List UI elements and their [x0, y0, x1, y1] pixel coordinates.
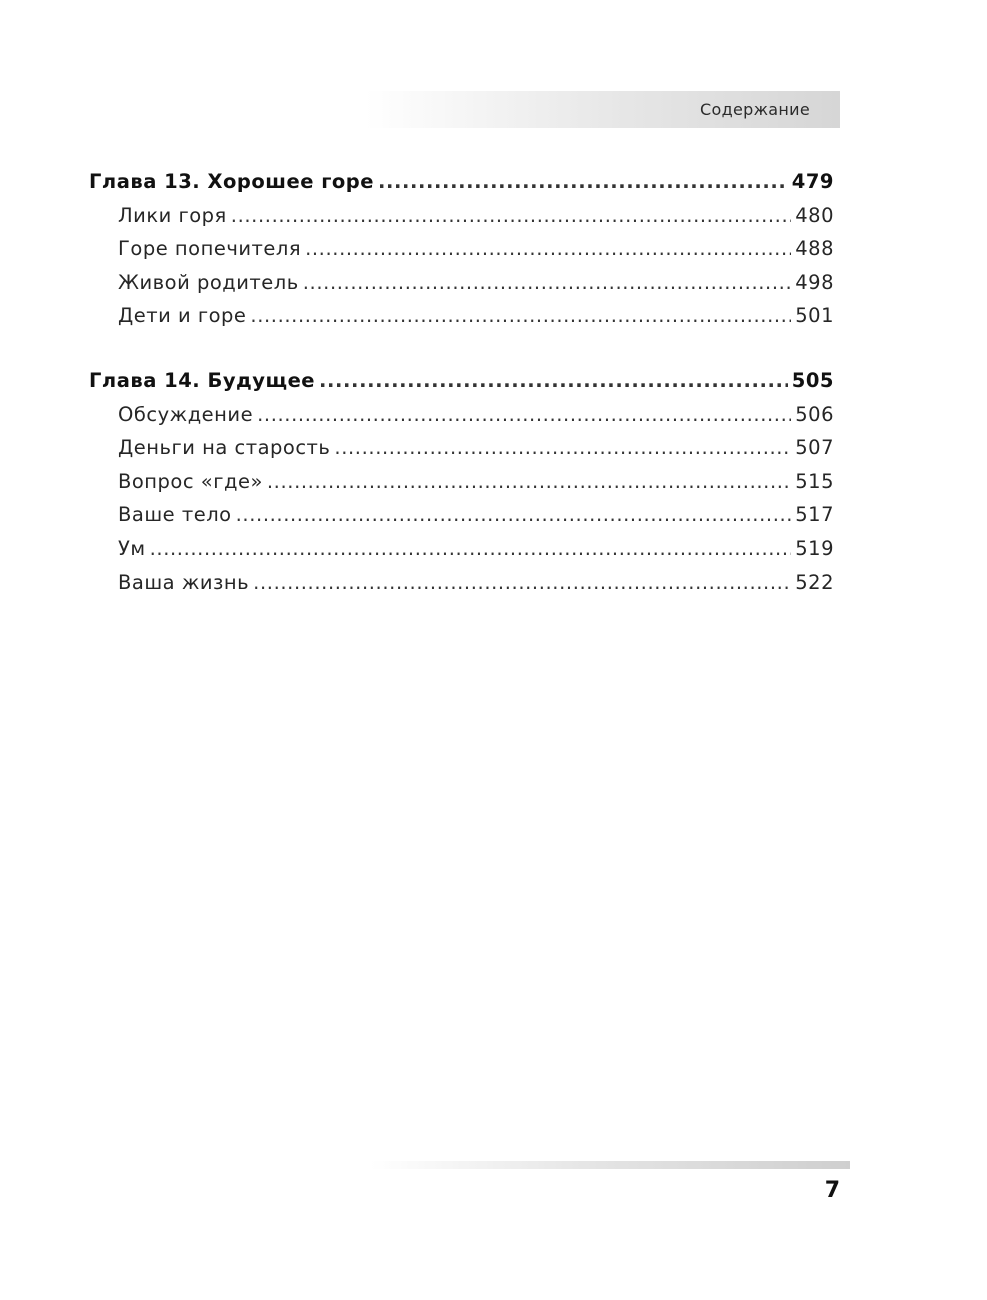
chapter-page-number: 479 [791, 170, 834, 193]
toc-section-row [89, 470, 834, 504]
table-of-contents [89, 170, 834, 635]
section-title: Вопрос «где» [118, 469, 263, 493]
chapter-title: Глава 13. Хорошее горе [89, 170, 374, 193]
dot-leader [231, 204, 791, 227]
toc-chapter-row [89, 369, 834, 403]
toc-section-row [89, 304, 834, 338]
dot-leader [250, 304, 791, 327]
dot-leader [303, 271, 792, 294]
section-title: Ум [118, 536, 146, 560]
section-page-number: 480 [795, 203, 834, 227]
footer-rule [370, 1161, 850, 1169]
dot-leader [378, 170, 788, 193]
section-title: Горе попечителя [118, 237, 302, 261]
dot-leader [334, 436, 791, 459]
section-page-number: 506 [795, 402, 834, 426]
toc-section-row [89, 436, 834, 470]
chapter-14-block [89, 369, 834, 604]
chapter-page-number: 505 [791, 368, 834, 392]
toc-section-row [89, 204, 834, 238]
section-title: Живой родитель [118, 270, 299, 294]
dot-leader [150, 537, 792, 560]
dot-leader [267, 470, 791, 493]
dot-leader [319, 369, 788, 392]
toc-section-row [89, 571, 834, 605]
section-page-number: 522 [795, 570, 834, 594]
section-title: Лики горя [118, 203, 227, 227]
section-page-number: 517 [795, 503, 834, 527]
section-page-number: 515 [795, 469, 834, 493]
toc-section-row [89, 537, 834, 571]
chapter-title: Глава 14. Будущее [89, 368, 316, 392]
chapter-13-block [89, 170, 834, 338]
toc-section-row [89, 503, 834, 537]
section-title: Ваше тело [118, 503, 232, 527]
toc-chapter-row [89, 170, 834, 204]
section-page-number: 519 [795, 536, 834, 560]
dot-leader [305, 237, 791, 260]
running-header [365, 91, 840, 128]
toc-section-row [89, 271, 834, 305]
running-header-title: Содержание [700, 100, 810, 119]
toc-section-row [89, 237, 834, 271]
dot-leader [236, 503, 792, 526]
section-page-number: 488 [795, 237, 834, 261]
section-page-number: 498 [795, 270, 834, 294]
section-title: Обсуждение [118, 402, 254, 426]
dot-leader [253, 571, 791, 594]
dot-leader [257, 403, 791, 426]
section-title: Ваша жизнь [118, 570, 250, 594]
section-title: Деньги на старость [118, 436, 331, 460]
page-number: 7 [824, 1178, 840, 1203]
section-title: Дети и горе [118, 304, 247, 328]
toc-section-row [89, 403, 834, 437]
section-page-number: 507 [795, 436, 834, 460]
section-page-number: 501 [795, 304, 834, 328]
